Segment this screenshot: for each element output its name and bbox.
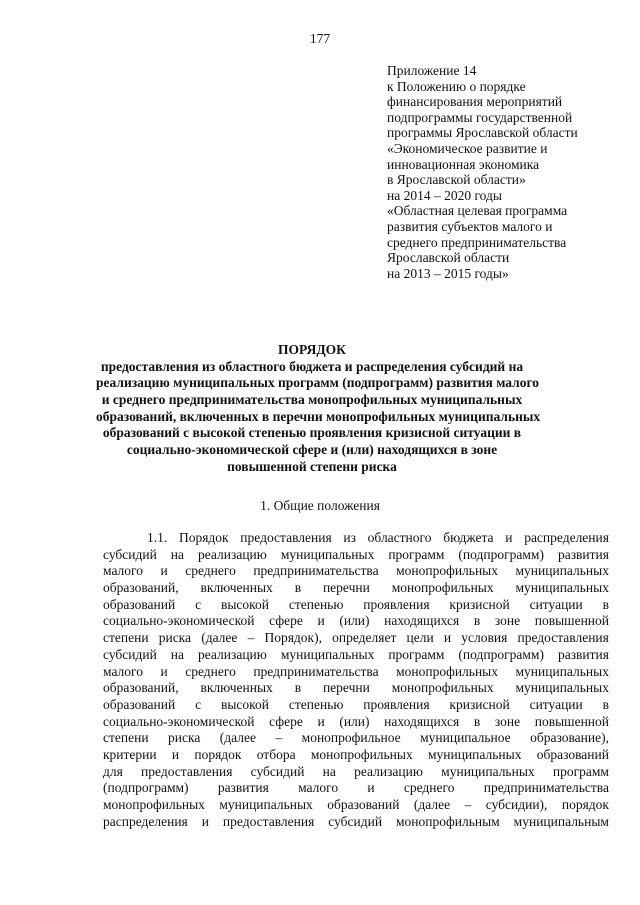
appendix-line: в Ярославской области»	[387, 172, 526, 188]
paragraph-word: муниципальных	[515, 580, 609, 596]
paragraph-word: –	[247, 630, 255, 646]
paragraph-word: субсидий	[328, 813, 383, 829]
paragraph-word: включенных	[200, 680, 273, 696]
paragraph-word: кризисной	[449, 596, 510, 612]
appendix-line: на 2014 – 2020 годы	[387, 187, 502, 203]
page-number: 177	[309, 31, 331, 46]
paragraph-word: муниципальных	[515, 680, 609, 696]
paragraph-word: сфере	[269, 613, 303, 629]
paragraph-word: субсидий	[103, 546, 157, 562]
paragraph-line	[103, 580, 609, 597]
paragraph-word: в	[602, 696, 609, 712]
paragraph-line	[103, 697, 609, 714]
paragraph-word: образование),	[530, 730, 609, 746]
paragraph-word: в	[473, 713, 481, 729]
paragraph-word: (далее	[219, 730, 256, 746]
paragraph-word: для	[103, 763, 123, 779]
paragraph-word: порядок	[194, 746, 242, 762]
paragraph-word: предпринимательства	[253, 563, 379, 579]
paragraph-word: развития	[557, 546, 609, 562]
paragraph-word: муниципальное	[420, 730, 511, 746]
paragraph-word: степенью	[288, 596, 344, 612]
paragraph-word: находящихся	[384, 713, 460, 729]
paragraph-word: проявления	[363, 696, 430, 712]
paragraph-word: предпринимательства	[253, 663, 379, 679]
paragraph-word: монопрофильное	[301, 730, 401, 746]
paragraph-word: на	[322, 763, 336, 779]
paragraph-word: высокой	[220, 596, 269, 612]
paragraph-word: малого	[103, 663, 143, 679]
appendix-line: «Экономическое развитие и	[387, 140, 548, 156]
paragraph-word: –	[275, 730, 283, 746]
paragraph-word: зоне	[494, 613, 521, 629]
paragraph-word: муниципальных	[441, 763, 535, 779]
appendix-line: Приложение 14	[387, 63, 477, 78]
paragraph-word: предоставления	[141, 763, 233, 779]
paragraph-word: предпринимательства	[483, 780, 609, 796]
paragraph-word: зоне	[494, 713, 521, 729]
paragraph-word: определяет	[332, 630, 397, 646]
paragraph-word: и	[367, 780, 375, 796]
paragraph-word: образований	[327, 797, 400, 812]
paragraph-word: отбора	[256, 746, 296, 762]
paragraph-word: с	[195, 596, 202, 612]
appendix-line: инновационная экономика	[387, 156, 540, 172]
paragraph-word: на	[170, 646, 185, 662]
paragraph-word: 1.1.	[147, 530, 168, 545]
paragraph-word: (подпрограмм)	[458, 646, 544, 662]
paragraph-word: среднего	[403, 780, 455, 796]
paragraph-word: образований	[103, 696, 176, 712]
paragraph-word: муниципальным	[513, 813, 609, 829]
paragraph-word: критерии	[103, 746, 157, 762]
paragraph-word: степени	[103, 630, 149, 646]
paragraph-word: среднего	[185, 563, 236, 579]
title-line: образований, включенных в перечни монопрофильных муниципальных	[96, 408, 541, 424]
paragraph-word: Порядок	[178, 530, 229, 545]
paragraph-word: малого	[298, 780, 339, 796]
paragraph-word: муниципальных	[280, 646, 375, 662]
paragraph-word: риска	[158, 630, 192, 646]
paragraph-word: и	[160, 563, 168, 579]
paragraph-word: сфере	[269, 713, 303, 729]
paragraph-word: условия	[461, 630, 508, 646]
paragraph-word: субсидий	[103, 646, 157, 662]
paragraph-word: –	[464, 797, 472, 812]
appendix-line: подпрограммы государственной	[387, 109, 573, 125]
paragraph-word: повышенной	[534, 713, 609, 729]
paragraph-word: социально-экономической	[103, 613, 255, 629]
paragraph-word: муниципальных	[280, 546, 375, 562]
paragraph-word: находящихся	[384, 613, 460, 629]
paragraph-word: повышенной	[534, 613, 609, 629]
title-line: образований с высокой степенью проявления кризисной ситуации в	[102, 425, 522, 441]
paragraph-word: малого	[103, 563, 143, 579]
paragraph-word: монопрофильных	[396, 563, 498, 579]
paragraph-word: (или)	[339, 713, 370, 729]
paragraph-word: монопрофильных	[391, 580, 494, 596]
paragraph-word: риска	[168, 730, 201, 746]
paragraph-word: распределения	[524, 530, 609, 545]
paragraph-word: монопрофильных	[396, 663, 498, 679]
paragraph-word: (или)	[339, 613, 370, 629]
paragraph-line	[103, 563, 609, 580]
paragraph-line	[103, 597, 609, 614]
paragraph-word: образований,	[103, 580, 179, 596]
paragraph-word: (подпрограмм)	[458, 546, 544, 562]
paragraph-line	[103, 530, 609, 547]
paragraph-word: на	[170, 546, 185, 562]
appendix-line: финансирования мероприятий	[387, 94, 563, 110]
title-line: реализацию муниципальных программ (подпрограмм) развития малого	[96, 375, 540, 391]
paragraph-word: перечни	[322, 680, 370, 696]
title-heading: ПОРЯДОК	[278, 342, 346, 357]
title-line: предоставления из областного бюджета и распределения субсидий на	[100, 358, 524, 374]
paragraph-word: перечни	[322, 580, 370, 596]
paragraph-word: предоставления	[517, 630, 609, 646]
paragraph-word: и	[171, 746, 180, 762]
paragraph-line	[103, 714, 609, 731]
paragraph-word: в	[602, 596, 609, 612]
paragraph-word: цели	[406, 630, 434, 646]
title-line: и среднего предпринимательства монопрофильных муниципальных	[101, 392, 523, 408]
appendix-line: к Положению о порядке	[387, 78, 526, 94]
paragraph-word: ситуации	[529, 696, 583, 712]
paragraph-word: и	[443, 630, 452, 646]
paragraph-word: ситуации	[529, 596, 583, 612]
paragraph-word: и	[160, 663, 168, 679]
paragraph-word: реализацию	[198, 646, 267, 662]
paragraph-word: и	[317, 713, 325, 729]
paragraph-line	[103, 764, 609, 781]
paragraph-word: предоставления	[240, 530, 332, 545]
appendix-block	[387, 63, 627, 281]
paragraph-word: муниципальных	[219, 797, 313, 812]
paragraph-word: областного	[367, 530, 432, 545]
paragraph-body	[103, 530, 609, 830]
appendix-line: среднего предпринимательства	[387, 234, 567, 250]
paragraph-line	[103, 747, 609, 764]
title-line: повышенной степени риска	[227, 458, 397, 474]
paragraph-word: образований	[103, 596, 176, 612]
paragraph-word: и	[505, 530, 513, 545]
paragraph-word: монопрофильных	[310, 746, 413, 762]
document-title	[96, 342, 541, 476]
title-line: социально-экономической сфере и (или) находящихся в зоне	[126, 442, 498, 458]
paragraph-word: монопрофильным	[396, 813, 500, 829]
paragraph-word: кризисной	[449, 696, 510, 712]
paragraph-word: в	[294, 580, 302, 596]
paragraph-word: порядок	[561, 797, 609, 812]
paragraph-word: образований	[536, 746, 609, 762]
paragraph-word: из	[343, 530, 356, 545]
paragraph-line	[103, 630, 609, 647]
paragraph-word: в	[473, 613, 481, 629]
paragraph-line	[103, 814, 609, 831]
paragraph-line	[103, 730, 609, 747]
paragraph-line	[103, 664, 609, 681]
paragraph-line	[103, 797, 609, 814]
paragraph-word: образований,	[103, 680, 179, 696]
paragraph-word: и	[201, 813, 209, 829]
paragraph-line	[103, 780, 609, 797]
paragraph-word: степени	[103, 730, 149, 746]
paragraph-word: и	[317, 613, 325, 629]
paragraph-word: распределения	[103, 813, 188, 829]
paragraph-word: Порядок),	[264, 630, 322, 646]
paragraph-word: (подпрограмм)	[103, 780, 189, 796]
paragraph-line	[103, 613, 609, 630]
paragraph-word: субсидий	[250, 763, 305, 779]
appendix-line: Ярославской области	[387, 250, 510, 266]
paragraph-word: бюджета	[443, 530, 494, 545]
paragraph-word: развития	[217, 780, 269, 796]
paragraph-word: высокой	[220, 696, 269, 712]
paragraph-word: реализацию	[198, 546, 267, 562]
paragraph-word: включенных	[200, 580, 273, 596]
paragraph-word: программ	[388, 646, 445, 662]
paragraph-word: среднего	[185, 663, 236, 679]
paragraph-word: субсидии),	[485, 797, 548, 812]
appendix-line: развития субъектов малого и	[387, 218, 553, 234]
paragraph-word: муниципальных	[515, 563, 609, 579]
paragraph-word: программ	[388, 546, 445, 562]
paragraph-word: социально-экономической	[103, 713, 255, 729]
appendix-line: на 2013 – 2015 годы»	[387, 265, 509, 281]
section-heading: 1. Общие положения	[260, 498, 380, 513]
paragraph-word: проявления	[363, 596, 430, 612]
paragraph-word: реализацию	[354, 763, 423, 779]
paragraph-word: муниципальных	[515, 663, 609, 679]
paragraph-word: (далее	[413, 797, 451, 812]
paragraph-word: монопрофильных	[103, 797, 205, 812]
paragraph-word: программ	[552, 763, 609, 779]
paragraph-word: развития	[557, 646, 609, 662]
paragraph-word: предоставления	[222, 813, 315, 829]
paragraph-word: (далее	[201, 630, 238, 646]
appendix-line: программы Ярославской области	[387, 125, 578, 141]
paragraph-line	[103, 547, 609, 564]
paragraph-line	[103, 680, 609, 697]
appendix-line: «Областная целевая программа	[387, 203, 568, 219]
paragraph-word: степенью	[288, 696, 344, 712]
paragraph-word: муниципальных	[427, 746, 522, 762]
paragraph-word: монопрофильных	[391, 680, 494, 696]
paragraph-word: с	[195, 696, 202, 712]
paragraph-word: в	[294, 680, 302, 696]
paragraph-line	[103, 647, 609, 664]
